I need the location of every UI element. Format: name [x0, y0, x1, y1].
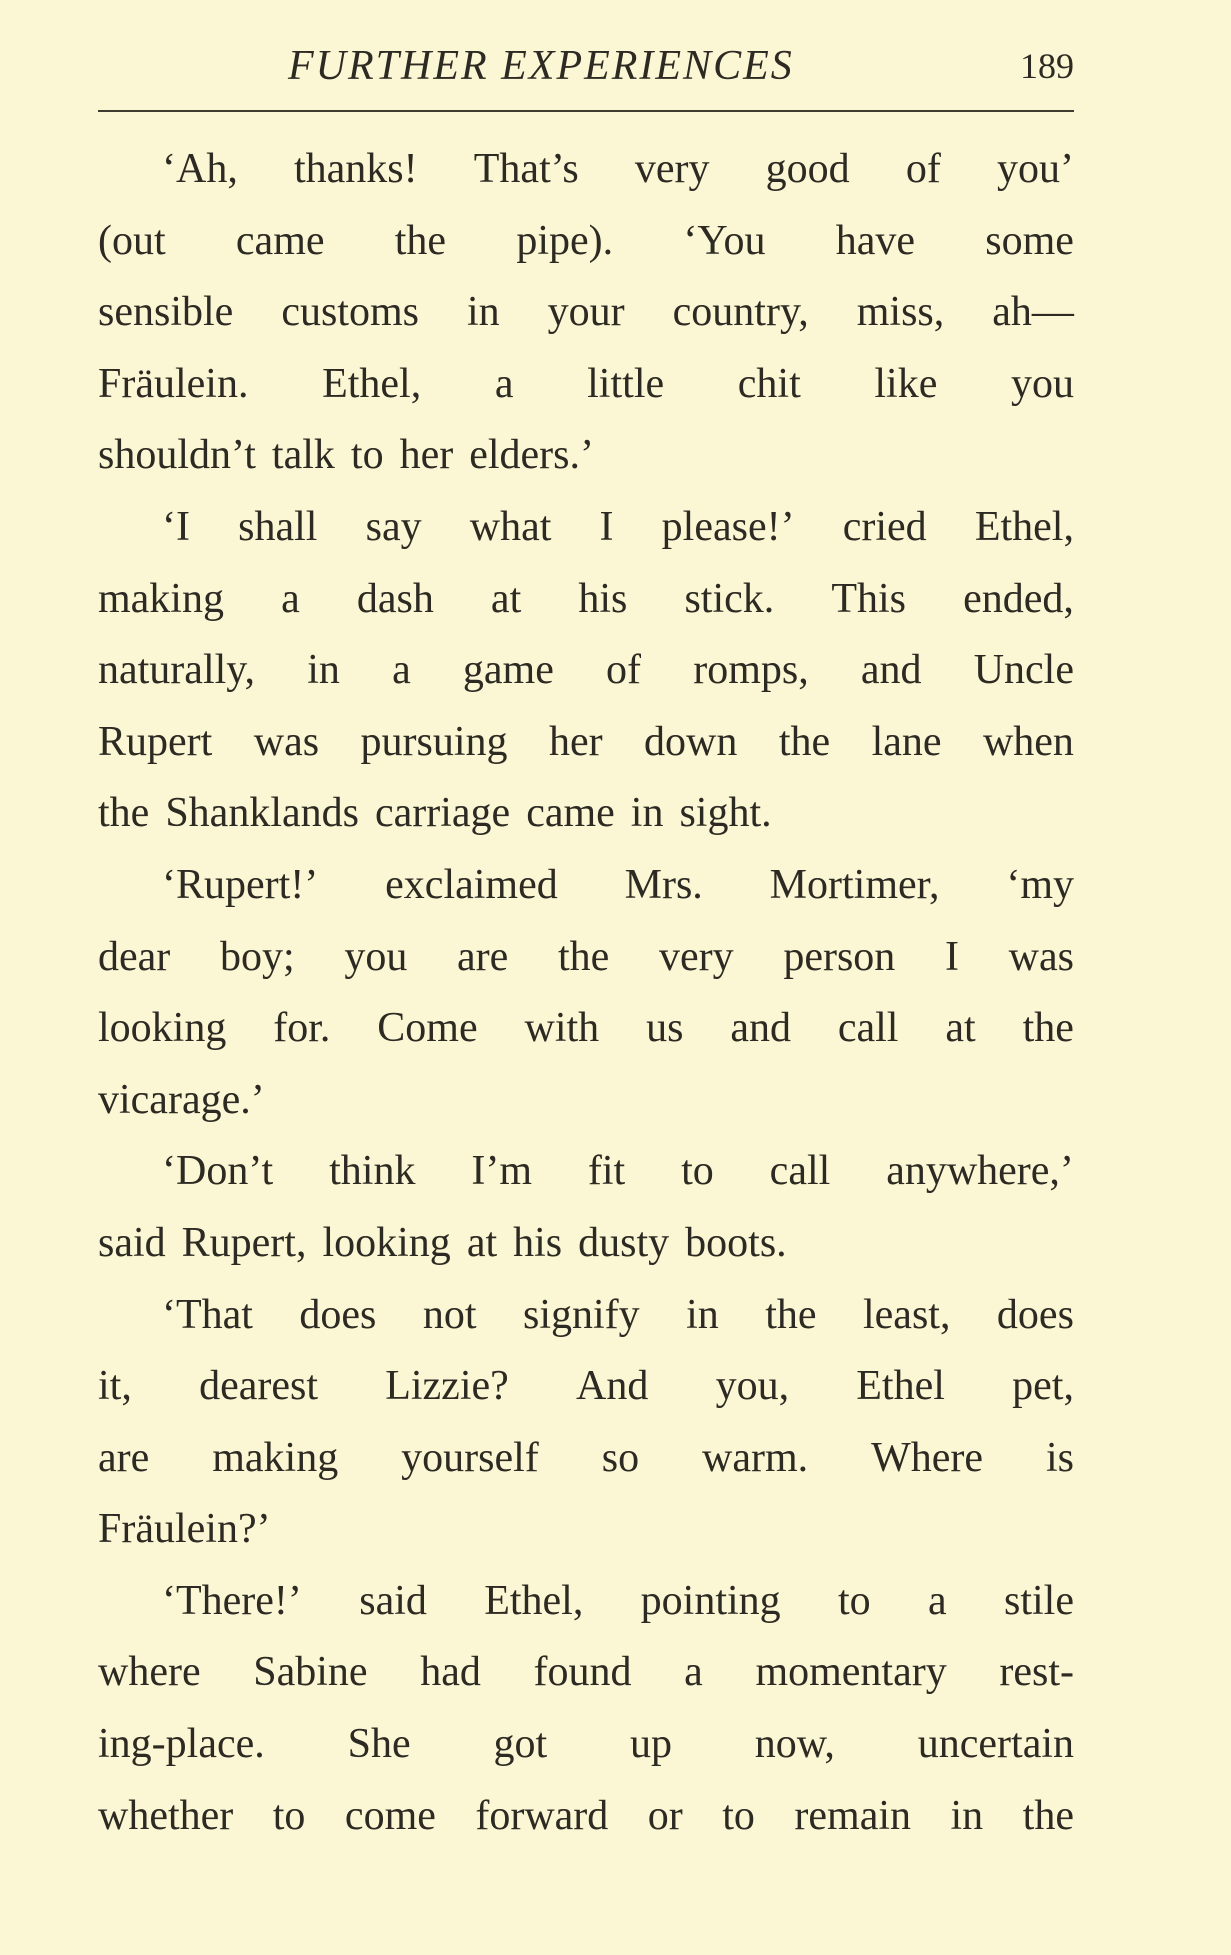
text-word: This	[831, 575, 907, 622]
text-line	[98, 420, 1074, 492]
text-word: in	[686, 1291, 719, 1338]
text-word: pipe).	[516, 217, 614, 264]
text-word: the	[557, 933, 610, 980]
text-word: to	[838, 1577, 871, 1624]
text-word: the	[1022, 1792, 1074, 1839]
text-word: the	[98, 790, 150, 837]
text-word: pointing	[640, 1577, 781, 1624]
text-word: dusty	[578, 1219, 670, 1266]
text-word: call	[837, 1005, 899, 1052]
text-line	[98, 1566, 1074, 1638]
text-word: warm.	[702, 1434, 809, 1481]
text-word: a	[392, 647, 411, 694]
text-word: very	[658, 933, 734, 980]
text-word: came	[526, 790, 615, 837]
text-word: naturally,	[98, 647, 256, 694]
text-word: cried	[842, 503, 927, 550]
text-line	[98, 134, 1074, 206]
text-word: chit	[737, 360, 801, 407]
text-word: (out	[98, 217, 166, 264]
text-word: please!’	[661, 503, 795, 550]
text-word: Come	[377, 1005, 478, 1052]
text-word: I’m	[471, 1148, 532, 1195]
text-word: his	[578, 575, 628, 622]
text-word: Uncle	[973, 647, 1074, 694]
text-word: little	[587, 360, 665, 407]
text-line	[98, 1709, 1074, 1781]
text-line	[98, 1494, 1074, 1566]
text-word: Fräulein.	[98, 360, 249, 407]
text-word: a	[928, 1577, 947, 1624]
text-word: sensible	[98, 289, 234, 336]
text-word: dear	[98, 933, 171, 980]
text-word: forward	[475, 1792, 609, 1839]
text-line	[98, 277, 1074, 349]
text-word: rest-	[999, 1649, 1074, 1696]
text-line	[98, 1351, 1074, 1423]
text-word: ing-place.	[98, 1721, 265, 1768]
text-word: said	[359, 1577, 427, 1624]
text-word: pet,	[1012, 1363, 1074, 1410]
text-word: ‘There!’	[162, 1577, 302, 1624]
text-word: like	[874, 360, 938, 407]
text-word: fit	[587, 1148, 626, 1195]
text-word: sight.	[679, 790, 772, 837]
text-word: boots.	[685, 1219, 787, 1266]
text-word: yourself	[401, 1434, 539, 1481]
text-word: her	[399, 432, 454, 479]
text-word: or	[647, 1792, 683, 1839]
text-word: and	[860, 647, 922, 694]
text-word: Ethel	[856, 1363, 945, 1410]
text-word: does	[299, 1291, 377, 1338]
text-word: miss,	[856, 289, 945, 336]
text-word: looking	[98, 1005, 227, 1052]
text-word: the	[1022, 1005, 1074, 1052]
text-word: customs	[281, 289, 419, 336]
text-word: ‘my	[1006, 861, 1074, 908]
text-line	[98, 349, 1074, 421]
running-head	[98, 36, 1074, 96]
text-word: with	[524, 1005, 600, 1052]
page-number: 189	[1020, 46, 1074, 86]
text-word: are	[98, 1434, 150, 1481]
text-word: to	[681, 1148, 714, 1195]
text-word: think	[329, 1148, 416, 1195]
text-word: a	[281, 575, 300, 622]
text-word: had	[420, 1649, 481, 1696]
body-text	[98, 134, 1074, 1852]
text-word: romps,	[693, 647, 809, 694]
text-word: does	[996, 1291, 1074, 1338]
text-line	[98, 635, 1074, 707]
text-word: his	[513, 1219, 563, 1266]
text-word: pursuing	[360, 718, 508, 765]
text-word: Fräulein?’	[98, 1506, 271, 1553]
text-line	[98, 492, 1074, 564]
text-word: Ethel,	[974, 503, 1074, 550]
text-line	[98, 778, 1074, 850]
text-word: shouldn’t	[98, 432, 256, 479]
text-line	[98, 1136, 1074, 1208]
text-word: of	[905, 146, 941, 192]
text-word: her	[548, 718, 603, 765]
text-word: Sabine	[253, 1649, 368, 1696]
text-word: ‘Don’t	[162, 1148, 274, 1195]
text-word: and	[730, 1005, 791, 1052]
text-word: was	[253, 718, 320, 765]
text-line	[98, 564, 1074, 636]
text-word: country,	[672, 289, 809, 336]
text-word: a	[494, 360, 514, 407]
text-word: in	[466, 289, 500, 336]
text-word: thanks!	[293, 146, 418, 192]
text-word: ah—	[992, 289, 1074, 336]
text-word: Where	[871, 1434, 984, 1481]
text-word: so	[601, 1434, 640, 1481]
text-word: to	[722, 1792, 755, 1839]
text-line	[98, 993, 1074, 1065]
text-word: us	[646, 1005, 684, 1052]
text-word: is	[1045, 1434, 1074, 1481]
text-word: ‘Rupert!’	[162, 861, 319, 908]
text-word: very	[634, 146, 710, 192]
text-line	[98, 206, 1074, 278]
text-word: elders.’	[469, 432, 594, 479]
text-word: say	[365, 503, 422, 550]
text-word: And	[576, 1363, 649, 1410]
text-word: Ethel,	[484, 1577, 584, 1624]
text-line	[98, 1208, 1074, 1280]
text-word: you	[1010, 360, 1074, 407]
text-line	[98, 1423, 1074, 1495]
text-word: have	[835, 217, 916, 264]
text-word: She	[347, 1721, 411, 1768]
text-word: I	[599, 503, 614, 550]
text-word: Lizzie?	[385, 1363, 509, 1410]
text-word: what	[469, 503, 552, 550]
text-line	[98, 1065, 1074, 1137]
text-word: was	[1008, 933, 1074, 980]
text-word: of	[606, 647, 642, 694]
text-word: your	[547, 289, 625, 336]
text-word: Rupert	[98, 718, 213, 765]
text-word: vicarage.’	[98, 1076, 265, 1123]
text-word: stile	[1004, 1577, 1074, 1624]
text-word: call	[769, 1148, 831, 1195]
text-word: now,	[754, 1721, 835, 1768]
text-word: looking	[322, 1219, 451, 1266]
text-word: Shanklands	[165, 790, 359, 837]
text-word: ‘You	[683, 217, 766, 264]
text-word: it,	[98, 1363, 132, 1410]
text-word: Mortimer,	[769, 861, 940, 908]
text-word: in	[950, 1792, 984, 1839]
text-word: to	[350, 432, 384, 479]
header-rule	[98, 110, 1074, 112]
text-word: come	[344, 1792, 436, 1839]
text-word: not	[422, 1291, 477, 1338]
text-word: got	[493, 1721, 548, 1768]
text-word: ‘Ah,	[162, 146, 238, 192]
text-word: making	[212, 1434, 339, 1481]
text-word: came	[235, 217, 325, 264]
text-line	[98, 922, 1074, 994]
text-word: shall	[238, 503, 318, 550]
text-word: when	[982, 718, 1074, 765]
text-word: ‘I	[162, 503, 190, 550]
text-word: ended,	[963, 575, 1074, 622]
text-word: said	[98, 1219, 166, 1266]
text-word: some	[985, 217, 1074, 264]
text-word: at	[466, 1219, 498, 1266]
text-word: the	[394, 217, 447, 264]
text-word: Rupert,	[181, 1219, 307, 1266]
text-word: in	[630, 790, 664, 837]
text-word: the	[778, 718, 831, 765]
text-word: good	[765, 146, 850, 192]
text-line	[98, 1280, 1074, 1352]
text-word: boy;	[219, 933, 295, 980]
text-word: talk	[271, 432, 335, 479]
text-word: lane	[871, 718, 942, 765]
text-word: That’s	[473, 146, 579, 192]
text-word: for.	[273, 1005, 331, 1052]
text-line	[98, 1637, 1074, 1709]
running-title: FURTHER EXPERIENCES	[288, 43, 794, 89]
text-word: dearest	[199, 1363, 318, 1410]
text-word: are	[457, 933, 509, 980]
text-word: in	[307, 647, 340, 694]
text-word: found	[533, 1649, 632, 1696]
text-word: at	[490, 575, 522, 622]
text-word: where	[98, 1649, 201, 1696]
text-word: down	[644, 718, 738, 765]
text-word: Ethel,	[322, 360, 422, 407]
text-word: you’	[996, 146, 1074, 192]
text-word: exclaimed	[385, 861, 558, 908]
text-word: signify	[522, 1291, 640, 1338]
text-word: stick.	[684, 575, 775, 622]
text-word: least,	[863, 1291, 951, 1338]
text-word: dash	[356, 575, 434, 622]
text-word: remain	[794, 1792, 912, 1839]
text-word: game	[462, 647, 554, 694]
text-line	[98, 850, 1074, 922]
text-word: the	[765, 1291, 817, 1338]
text-word: Mrs.	[624, 861, 703, 908]
text-word: at	[945, 1005, 976, 1052]
text-word: you	[344, 933, 408, 980]
text-word: to	[272, 1792, 306, 1839]
text-word: whether	[98, 1792, 234, 1839]
text-word: ‘That	[162, 1291, 253, 1338]
text-word: person	[783, 933, 896, 980]
text-word: making	[98, 575, 224, 622]
text-word: up	[629, 1721, 672, 1768]
text-word: a	[684, 1649, 703, 1696]
text-line	[98, 707, 1074, 779]
text-word: anywhere,’	[886, 1148, 1074, 1195]
text-word: carriage	[374, 790, 511, 837]
text-word: uncertain	[917, 1721, 1074, 1768]
text-word: I	[944, 933, 959, 980]
text-word: momentary	[755, 1649, 947, 1696]
text-word: you,	[715, 1363, 790, 1410]
text-line	[98, 1781, 1074, 1853]
